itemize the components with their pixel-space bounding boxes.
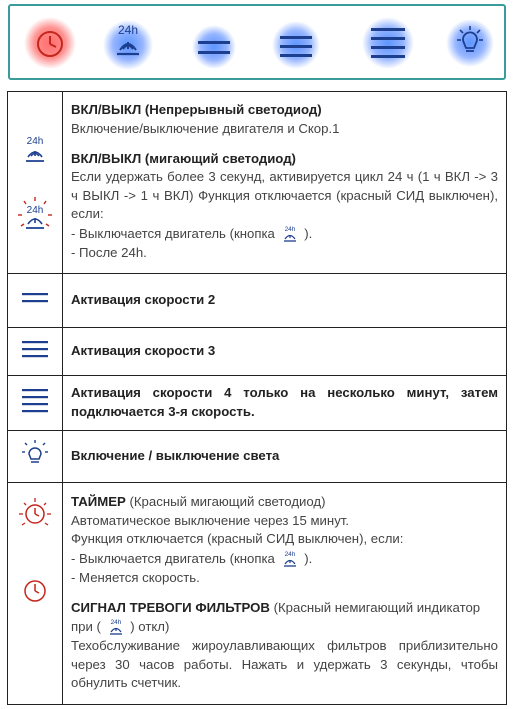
table-row-timer: [8, 483, 507, 705]
onoff-24h-button[interactable]: [102, 14, 154, 72]
table-row-onoff: [8, 92, 507, 274]
onoff-condition-2: - После 24h.: [71, 244, 147, 260]
four-lines-icon: [362, 14, 414, 72]
condition-text-end: ).: [304, 550, 313, 566]
control-panel: [8, 4, 506, 80]
fan-24h-icon: [107, 617, 125, 637]
onoff-description: [63, 92, 507, 274]
function-table: [7, 91, 507, 705]
table-row-speed-4: [8, 376, 507, 431]
speed-2-label: Активация скорости 2: [63, 274, 507, 328]
filter-alarm-title: СИГНАЛ ТРЕВОГИ ФИЛЬТРОВ: [71, 599, 270, 615]
timer-desc-2: Функция отключается (красный СИД выключен), если:: [71, 531, 404, 547]
clock-icon: [24, 14, 76, 72]
svg-text:24h: 24h: [284, 225, 296, 233]
svg-text:24h: 24h: [284, 550, 296, 558]
speed-3-label: Активация скорости 3: [63, 328, 507, 376]
svg-text:24h: 24h: [110, 619, 122, 627]
light-label: Включение / выключение света: [63, 431, 507, 483]
icon-cell: [8, 274, 63, 328]
onoff-desc-blinking: Если удержать более 3 секунд, активируется цикл 24 ч (1 ч ВКЛ -> 3 ч ВЫКЛ -> 1 ч ВКЛ) Функция отключается (красный СИД выключен), если:: [71, 169, 498, 222]
condition-text: - Выключается двигатель (кнопка: [71, 225, 275, 241]
condition-text-end: ).: [304, 225, 313, 241]
clock-icon: [22, 578, 48, 604]
table-row-speed-3: [8, 328, 507, 376]
speed-4-label: Активация скорости 4 только на несколько минут, затем подключается 3-я скорость.: [63, 376, 507, 431]
fan-24h-blinking-icon: [15, 195, 55, 237]
three-lines-icon: [270, 14, 322, 72]
icon-cell: [8, 376, 63, 431]
timer-title: ТАЙМЕР: [71, 494, 126, 510]
badge-24h: 24h: [26, 204, 44, 216]
four-lines-icon: [20, 387, 50, 413]
fan-24h-icon: [281, 549, 299, 569]
filter-alarm-heading: [71, 599, 498, 638]
light-button[interactable]: [444, 14, 496, 72]
lightbulb-icon: [20, 439, 50, 469]
clock-blinking-icon: [18, 496, 52, 530]
two-lines-icon: [20, 288, 50, 308]
badge-24h: 24h: [26, 135, 44, 147]
icon-cell: [8, 431, 63, 483]
speed-4-button[interactable]: [362, 14, 414, 72]
speed-3-button[interactable]: [270, 14, 322, 72]
timer-condition-1: [71, 549, 498, 569]
timer-heading: [71, 493, 498, 512]
table-row-speed-2: [8, 274, 507, 328]
onoff-condition-1: [71, 224, 498, 244]
three-lines-icon: [20, 338, 50, 360]
condition-text: - Выключается двигатель (кнопка: [71, 550, 275, 566]
two-lines-icon: [188, 14, 240, 72]
fan-24h-icon: [102, 14, 154, 72]
timer-title-note: (Красный мигающий светодиод): [129, 494, 326, 510]
fan-24h-icon: [281, 224, 299, 244]
filter-alarm-note-end: ) откл): [130, 619, 170, 635]
filter-alarm-note: (Красный немигающий индикатор при (: [71, 599, 481, 635]
lightbulb-icon: [444, 14, 496, 72]
timer-condition-2: - Меняется скорость.: [71, 569, 200, 585]
speed-2-button[interactable]: [188, 14, 240, 72]
onoff-title-blinking: ВКЛ/ВЫКЛ (мигающий светодиод): [71, 150, 296, 166]
timer-description: [63, 483, 507, 705]
icon-cell: [8, 92, 63, 274]
filter-alarm-desc: Техобслуживание жироулавливающих фильтров приблизительно через 30 часов работы. Нажать и удержать 3 секунды, чтобы обнулить счетчик.: [71, 638, 498, 691]
icon-cell: [8, 328, 63, 376]
table-row-light: [8, 431, 507, 483]
fan-24h-icon: [20, 133, 50, 167]
badge-24h: 24h: [117, 23, 139, 37]
timer-button[interactable]: [24, 14, 76, 72]
timer-desc: Автоматическое выключение через 15 минут.: [71, 512, 350, 528]
onoff-desc-steady: Включение/выключение двигателя и Скор.1: [71, 121, 340, 137]
icon-cell: [8, 483, 63, 705]
onoff-title-steady: ВКЛ/ВЫКЛ (Непрерывный светодиод): [71, 102, 322, 118]
